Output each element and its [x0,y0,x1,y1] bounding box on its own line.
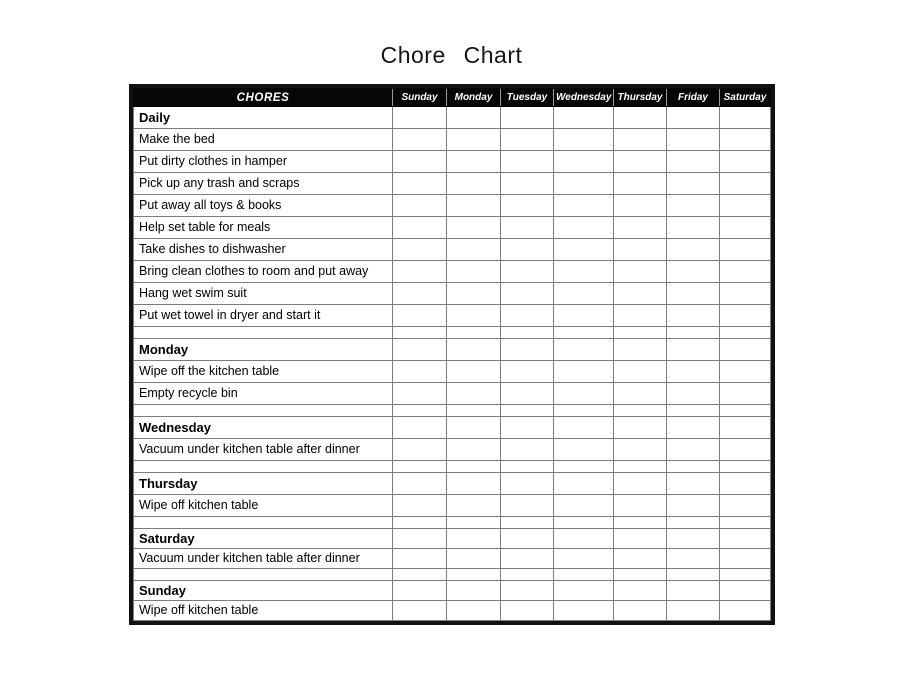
day-cell-sunday [393,107,447,129]
day-cell-friday [667,327,720,339]
day-cell-friday [667,239,720,261]
day-cell-thursday [614,439,667,461]
day-cell-thursday [614,339,667,361]
chore-label-cell [134,283,393,305]
day-cell-wednesday [554,327,614,339]
day-cell-sunday [393,549,447,569]
day-cell-wednesday [554,569,614,581]
day-cell-tuesday [501,529,554,549]
section-label: Thursday [139,476,198,491]
day-cell-saturday [720,383,771,405]
day-cell-friday [667,495,720,517]
day-cell-thursday [614,417,667,439]
chore-row [134,217,771,239]
day-cell-saturday [720,339,771,361]
day-cell-thursday [614,173,667,195]
chore-label-cell [134,239,393,261]
day-cell-thursday [614,461,667,473]
day-cell-sunday [393,239,447,261]
day-cell-friday [667,581,720,601]
day-cell-thursday [614,283,667,305]
chore-label-cell [134,195,393,217]
day-cell-wednesday [554,601,614,621]
day-cell-sunday [393,581,447,601]
section-label-cell [134,417,393,439]
day-cell-tuesday [501,327,554,339]
day-cell-sunday [393,517,447,529]
day-cell-sunday [393,529,447,549]
chore-row [134,239,771,261]
day-cell-monday [447,239,501,261]
day-cell-tuesday [501,383,554,405]
day-cell-sunday [393,495,447,517]
section-label-cell [134,473,393,495]
day-cell-sunday [393,473,447,495]
day-cell-saturday [720,529,771,549]
chore-row [134,495,771,517]
day-cell-tuesday [501,601,554,621]
day-column-header-wednesday: Wednesday [554,89,614,107]
chore-row [134,549,771,569]
spacer-row [134,461,771,473]
day-cell-saturday [720,495,771,517]
day-cell-friday [667,107,720,129]
day-cell-friday [667,383,720,405]
day-cell-saturday [720,361,771,383]
day-cell-saturday [720,439,771,461]
day-cell-sunday [393,339,447,361]
day-column-header-tuesday: Tuesday [501,89,554,107]
section-row [134,581,771,601]
day-cell-thursday [614,195,667,217]
day-cell-tuesday [501,461,554,473]
day-cell-saturday [720,581,771,601]
chore-row [134,305,771,327]
day-column-header-thursday: Thursday [614,89,667,107]
day-cell-friday [667,195,720,217]
chore-label: Hang wet swim suit [139,286,247,300]
day-cell-wednesday [554,495,614,517]
day-cell-thursday [614,305,667,327]
day-cell-tuesday [501,549,554,569]
section-label: Wednesday [139,420,212,435]
chore-row [134,173,771,195]
spacer-cell [134,517,393,529]
day-cell-wednesday [554,305,614,327]
day-cell-wednesday [554,261,614,283]
day-cell-saturday [720,261,771,283]
day-cell-tuesday [501,173,554,195]
day-cell-monday [447,361,501,383]
day-cell-sunday [393,405,447,417]
day-cell-sunday [393,601,447,621]
day-cell-saturday [720,417,771,439]
chore-label: Help set table for meals [139,220,271,234]
day-cell-tuesday [501,283,554,305]
day-cell-wednesday [554,473,614,495]
day-cell-sunday [393,327,447,339]
day-cell-friday [667,405,720,417]
day-cell-monday [447,461,501,473]
chore-row [134,129,771,151]
day-cell-friday [667,217,720,239]
day-cell-monday [447,129,501,151]
day-cell-thursday [614,261,667,283]
chore-label-cell [134,173,393,195]
day-cell-thursday [614,129,667,151]
chore-label-cell [134,129,393,151]
day-cell-wednesday [554,439,614,461]
day-cell-monday [447,339,501,361]
chore-label: Wipe off kitchen table [139,603,259,617]
spacer-cell [134,569,393,581]
day-cell-saturday [720,405,771,417]
day-cell-sunday [393,283,447,305]
day-cell-monday [447,417,501,439]
day-cell-friday [667,339,720,361]
day-cell-wednesday [554,517,614,529]
day-cell-tuesday [501,361,554,383]
day-cell-friday [667,569,720,581]
day-cell-friday [667,473,720,495]
day-cell-monday [447,601,501,621]
day-cell-tuesday [501,151,554,173]
chore-label: Put away all toys & books [139,198,282,212]
day-cell-thursday [614,405,667,417]
chore-label: Put wet towel in dryer and start it [139,308,321,322]
chore-label-cell [134,217,393,239]
section-label-cell [134,107,393,129]
chore-row [134,151,771,173]
section-label-cell [134,529,393,549]
day-cell-saturday [720,305,771,327]
day-cell-tuesday [501,473,554,495]
day-cell-wednesday [554,129,614,151]
day-cell-friday [667,173,720,195]
day-cell-saturday [720,549,771,569]
day-cell-saturday [720,461,771,473]
day-cell-thursday [614,107,667,129]
day-cell-wednesday [554,529,614,549]
chore-label-cell [134,601,393,621]
day-cell-wednesday [554,461,614,473]
day-cell-saturday [720,239,771,261]
day-cell-tuesday [501,581,554,601]
spacer-cell [134,327,393,339]
day-cell-monday [447,283,501,305]
day-cell-tuesday [501,517,554,529]
day-cell-saturday [720,569,771,581]
day-cell-wednesday [554,339,614,361]
spacer-row [134,569,771,581]
day-cell-monday [447,517,501,529]
chore-row [134,601,771,621]
day-cell-monday [447,529,501,549]
section-label: Saturday [139,531,195,546]
day-cell-thursday [614,151,667,173]
day-cell-monday [447,107,501,129]
day-cell-thursday [614,601,667,621]
chore-row [134,261,771,283]
day-cell-friday [667,151,720,173]
day-column-header-monday: Monday [447,89,501,107]
chore-label: Vacuum under kitchen table after dinner [139,442,360,456]
section-label: Monday [139,342,189,357]
day-cell-monday [447,439,501,461]
chore-label: Wipe off the kitchen table [139,364,280,378]
chore-label-cell [134,383,393,405]
spacer-row [134,327,771,339]
day-cell-wednesday [554,239,614,261]
chore-row [134,283,771,305]
day-cell-thursday [614,217,667,239]
chore-label: Pick up any trash and scraps [139,176,300,190]
day-cell-wednesday [554,151,614,173]
day-cell-tuesday [501,217,554,239]
chore-label: Vacuum under kitchen table after dinner [139,551,360,565]
day-cell-friday [667,601,720,621]
day-cell-saturday [720,151,771,173]
chore-row [134,195,771,217]
spacer-row [134,517,771,529]
chore-label: Take dishes to dishwasher [139,242,286,256]
day-cell-thursday [614,495,667,517]
chore-label-cell [134,151,393,173]
day-cell-saturday [720,217,771,239]
day-cell-monday [447,405,501,417]
day-cell-wednesday [554,383,614,405]
day-cell-wednesday [554,405,614,417]
day-cell-saturday [720,283,771,305]
day-cell-monday [447,195,501,217]
spacer-cell [134,405,393,417]
chore-label-cell [134,361,393,383]
section-row [134,473,771,495]
day-cell-thursday [614,383,667,405]
day-cell-thursday [614,581,667,601]
day-cell-wednesday [554,361,614,383]
day-cell-saturday [720,517,771,529]
day-cell-monday [447,217,501,239]
chore-row [134,439,771,461]
day-cell-sunday [393,129,447,151]
day-cell-tuesday [501,305,554,327]
day-cell-monday [447,569,501,581]
day-cell-saturday [720,129,771,151]
chore-label: Empty recycle bin [139,386,238,400]
day-cell-monday [447,495,501,517]
day-cell-sunday [393,439,447,461]
day-cell-thursday [614,549,667,569]
day-cell-saturday [720,107,771,129]
day-cell-tuesday [501,129,554,151]
day-cell-monday [447,473,501,495]
day-cell-friday [667,361,720,383]
day-cell-thursday [614,327,667,339]
chore-chart-table-frame [129,84,775,625]
day-cell-thursday [614,473,667,495]
day-cell-wednesday [554,173,614,195]
day-cell-thursday [614,361,667,383]
day-cell-sunday [393,569,447,581]
day-cell-monday [447,261,501,283]
section-label: Daily [139,110,171,125]
day-cell-wednesday [554,217,614,239]
chore-label-cell [134,261,393,283]
day-cell-sunday [393,195,447,217]
day-cell-tuesday [501,107,554,129]
day-cell-sunday [393,305,447,327]
section-row [134,339,771,361]
chore-row [134,361,771,383]
table-header-row [134,89,771,107]
day-cell-thursday [614,529,667,549]
day-cell-friday [667,439,720,461]
chore-row [134,383,771,405]
chores-column-header: CHORES [134,89,393,107]
day-cell-friday [667,461,720,473]
day-cell-tuesday [501,417,554,439]
day-cell-sunday [393,461,447,473]
chore-label-cell [134,549,393,569]
day-cell-monday [447,173,501,195]
chore-label: Make the bed [139,132,215,146]
day-cell-friday [667,549,720,569]
day-column-header-friday: Friday [667,89,720,107]
section-label-cell [134,581,393,601]
day-cell-wednesday [554,283,614,305]
chore-label: Put dirty clothes in hamper [139,154,287,168]
chore-label-cell [134,439,393,461]
page-title: Chore Chart [380,42,523,68]
day-cell-friday [667,305,720,327]
day-cell-sunday [393,173,447,195]
day-cell-monday [447,151,501,173]
chore-label-cell [134,495,393,517]
day-cell-tuesday [501,569,554,581]
day-cell-wednesday [554,581,614,601]
day-cell-saturday [720,173,771,195]
day-column-header-sunday: Sunday [393,89,447,107]
day-cell-tuesday [501,195,554,217]
day-cell-wednesday [554,549,614,569]
day-cell-saturday [720,601,771,621]
chore-label-cell [134,305,393,327]
day-cell-wednesday [554,107,614,129]
day-cell-thursday [614,239,667,261]
day-cell-tuesday [501,239,554,261]
day-cell-saturday [720,473,771,495]
day-cell-saturday [720,327,771,339]
day-cell-friday [667,529,720,549]
day-cell-sunday [393,151,447,173]
day-cell-thursday [614,517,667,529]
section-row [134,107,771,129]
day-cell-tuesday [501,339,554,361]
chore-label: Bring clean clothes to room and put away [139,264,369,278]
section-row [134,529,771,549]
day-cell-sunday [393,261,447,283]
day-cell-wednesday [554,417,614,439]
day-cell-monday [447,383,501,405]
day-cell-friday [667,417,720,439]
day-cell-friday [667,283,720,305]
chore-label: Wipe off kitchen table [139,498,259,512]
chore-chart-table [133,88,771,621]
day-column-header-saturday: Saturday [720,89,771,107]
day-cell-sunday [393,383,447,405]
day-cell-sunday [393,417,447,439]
day-cell-monday [447,305,501,327]
day-cell-tuesday [501,439,554,461]
day-cell-saturday [720,195,771,217]
section-row [134,417,771,439]
day-cell-monday [447,327,501,339]
spacer-cell [134,461,393,473]
section-label: Sunday [139,583,186,598]
day-cell-monday [447,581,501,601]
day-cell-friday [667,517,720,529]
chore-table-body [134,107,771,621]
day-cell-monday [447,549,501,569]
day-cell-thursday [614,569,667,581]
spacer-row [134,405,771,417]
day-cell-wednesday [554,195,614,217]
day-cell-tuesday [501,405,554,417]
day-cell-tuesday [501,261,554,283]
section-label-cell [134,339,393,361]
day-cell-friday [667,261,720,283]
day-cell-sunday [393,217,447,239]
day-cell-friday [667,129,720,151]
day-cell-tuesday [501,495,554,517]
day-cell-sunday [393,361,447,383]
